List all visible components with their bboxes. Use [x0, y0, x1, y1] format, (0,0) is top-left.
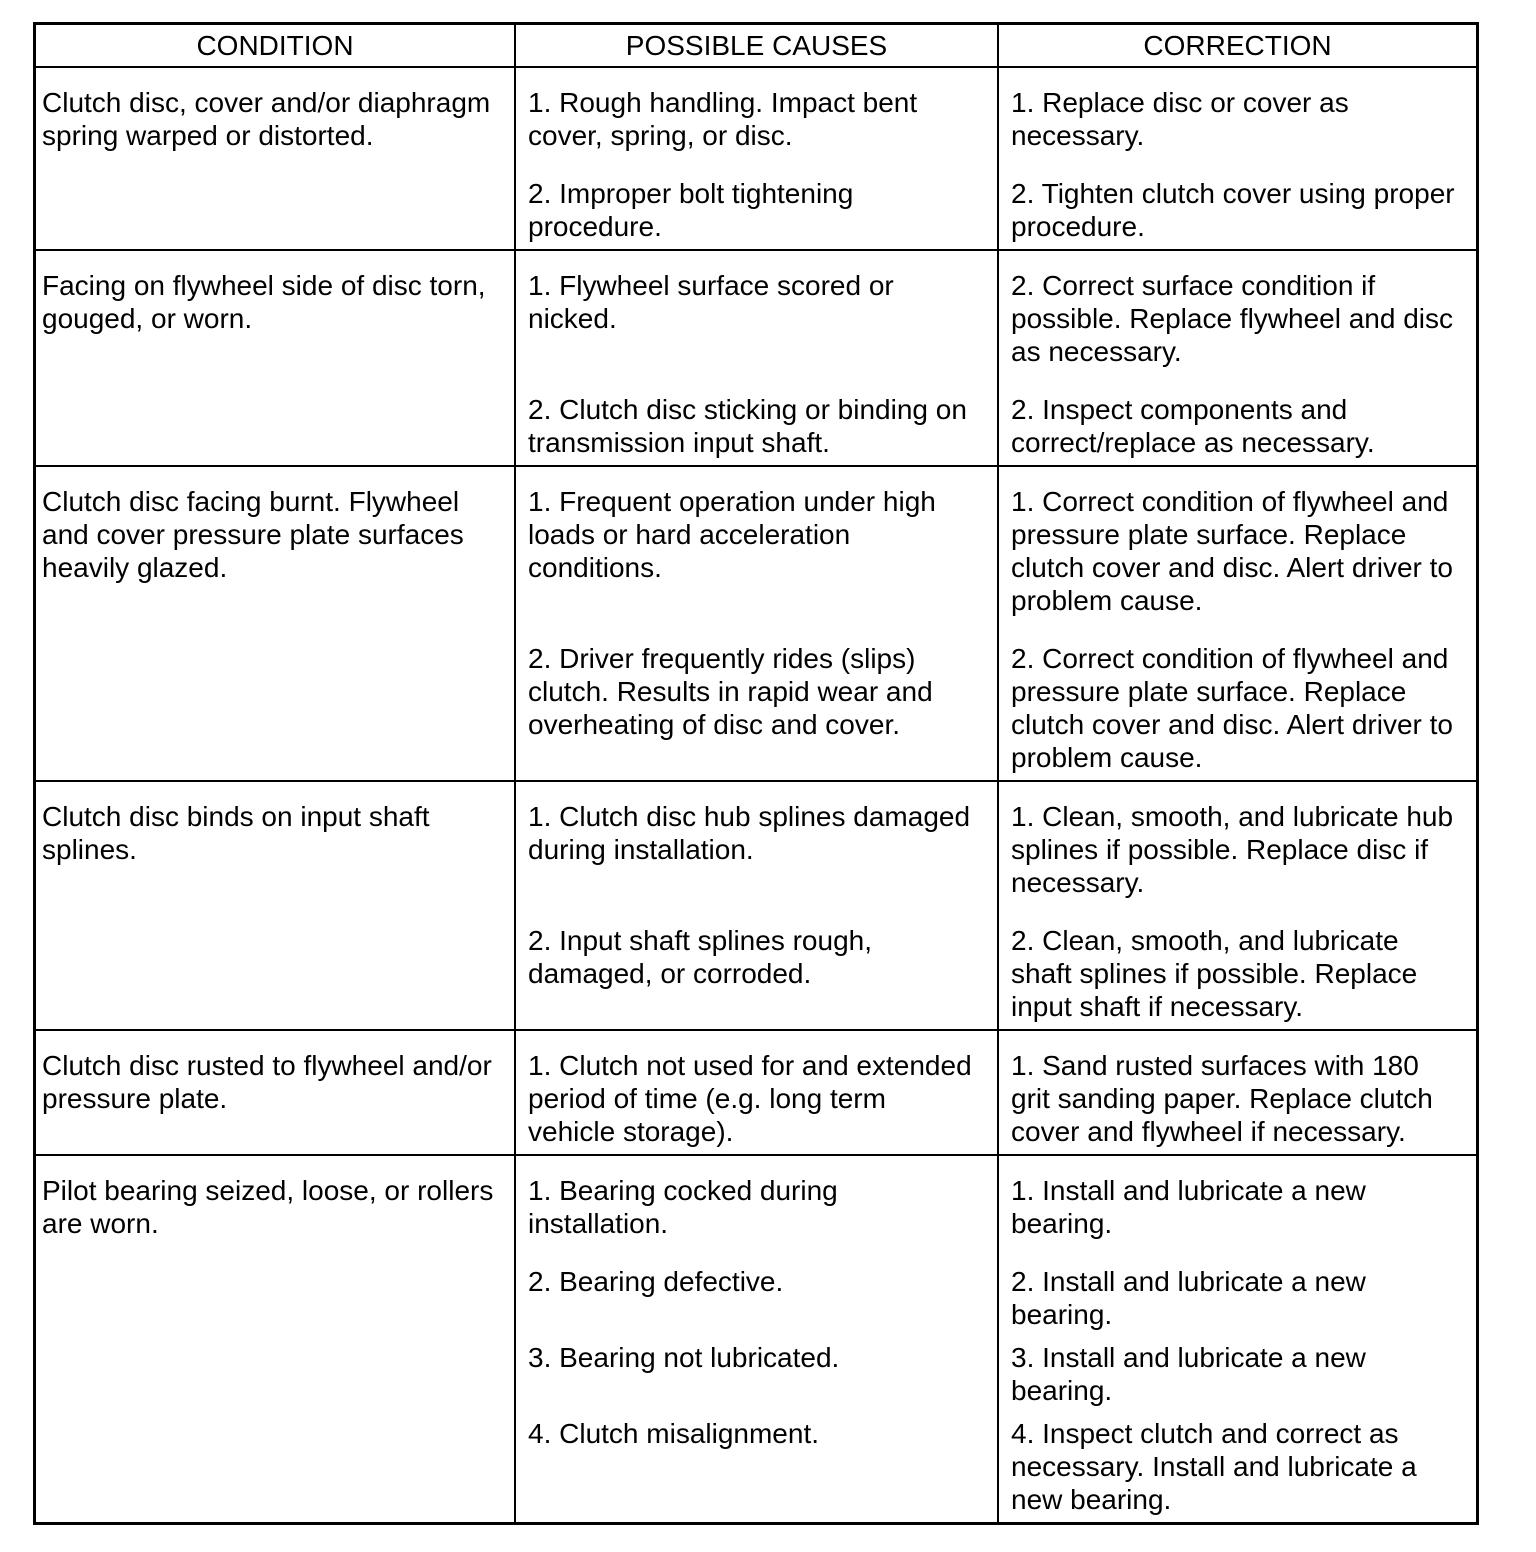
- correction-cell: 2. Install and lubricate a new bearing.: [997, 1240, 1476, 1331]
- condition-cell: Facing on flywheel side of disc torn, gouged, or worn.: [42, 270, 486, 334]
- cause-cell: 1. Clutch not used for and extended period of time (e.g. long term vehicle storage).: [514, 1031, 997, 1154]
- cause-cell: 2. Bearing defective.: [514, 1240, 997, 1331]
- correction-cell: 1. Sand rusted surfaces with 180 grit sanding paper. Replace clutch cover and flywheel if necessary.: [997, 1031, 1476, 1154]
- correction-cell: 2. Clean, smooth, and lubricate shaft splines if possible. Replace input shaft if necessary.: [997, 899, 1476, 1029]
- correction-cell: 1. Clean, smooth, and lubricate hub splines if possible. Replace disc if necessary.: [997, 782, 1476, 899]
- correction-cell: 1. Replace disc or cover as necessary.: [997, 68, 1476, 152]
- column-header-correction: CORRECTION: [997, 25, 1476, 66]
- correction-cell: 3. Install and lubricate a new bearing.: [997, 1331, 1476, 1407]
- column-header-possible-causes: POSSIBLE CAUSES: [514, 25, 997, 66]
- condition-cell: Clutch disc binds on input shaft splines.: [42, 801, 430, 865]
- cause-cell: 2. Input shaft splines rough, damaged, or corroded.: [514, 899, 997, 1029]
- correction-cell: 1. Correct condition of flywheel and pressure plate surface. Replace clutch cover and disc. Alert driver to problem cause.: [997, 467, 1476, 617]
- table-row: [36, 1031, 1476, 1156]
- condition-cell: Clutch disc, cover and/or diaphragm spring warped or distorted.: [42, 87, 491, 151]
- cause-cell: 3. Bearing not lubricated.: [514, 1331, 997, 1407]
- cause-cell: 4. Clutch misalignment.: [514, 1407, 997, 1522]
- condition-cell: Pilot bearing seized, loose, or rollers are worn.: [42, 1175, 494, 1239]
- correction-cell: 4. Inspect clutch and correct as necessary. Install and lubricate a new bearing.: [997, 1407, 1476, 1522]
- correction-cell: 2. Correct condition of flywheel and pressure plate surface. Replace clutch cover and disc. Alert driver to problem cause.: [997, 617, 1476, 780]
- table-header: [36, 25, 1476, 68]
- table-row: [36, 251, 1476, 467]
- troubleshooting-table: [33, 22, 1479, 1525]
- table-row: [36, 467, 1476, 782]
- correction-cell: 2. Correct surface condition if possible. Replace flywheel and disc as necessary.: [997, 251, 1476, 368]
- cause-cell: 1. Bearing cocked during installation.: [514, 1156, 997, 1240]
- cause-cell: 1. Frequent operation under high loads or hard acceleration conditions.: [514, 467, 997, 617]
- cause-cell: 1. Rough handling. Impact bent cover, spring, or disc.: [514, 68, 997, 152]
- cause-cell: 2. Driver frequently rides (slips) clutch. Results in rapid wear and overheating of disc and cover.: [514, 617, 997, 780]
- cause-cell: 1. Clutch disc hub splines damaged during installation.: [514, 782, 997, 899]
- correction-cell: 2. Tighten clutch cover using proper procedure.: [997, 152, 1476, 249]
- table-row: [36, 782, 1476, 1031]
- correction-cell: 1. Install and lubricate a new bearing.: [997, 1156, 1476, 1240]
- cause-cell: 2. Clutch disc sticking or binding on transmission input shaft.: [514, 368, 997, 465]
- correction-cell: 2. Inspect components and correct/replace as necessary.: [997, 368, 1476, 465]
- column-header-condition: CONDITION: [196, 30, 354, 61]
- condition-cell: Clutch disc rusted to flywheel and/or pressure plate.: [42, 1050, 492, 1114]
- table-row: [36, 1156, 1476, 1522]
- condition-cell: Clutch disc facing burnt. Flywheel and cover pressure plate surfaces heavily glazed.: [42, 486, 464, 583]
- cause-cell: 2. Improper bolt tightening procedure.: [514, 152, 997, 249]
- cause-cell: 1. Flywheel surface scored or nicked.: [514, 251, 997, 368]
- table-row: [36, 68, 1476, 251]
